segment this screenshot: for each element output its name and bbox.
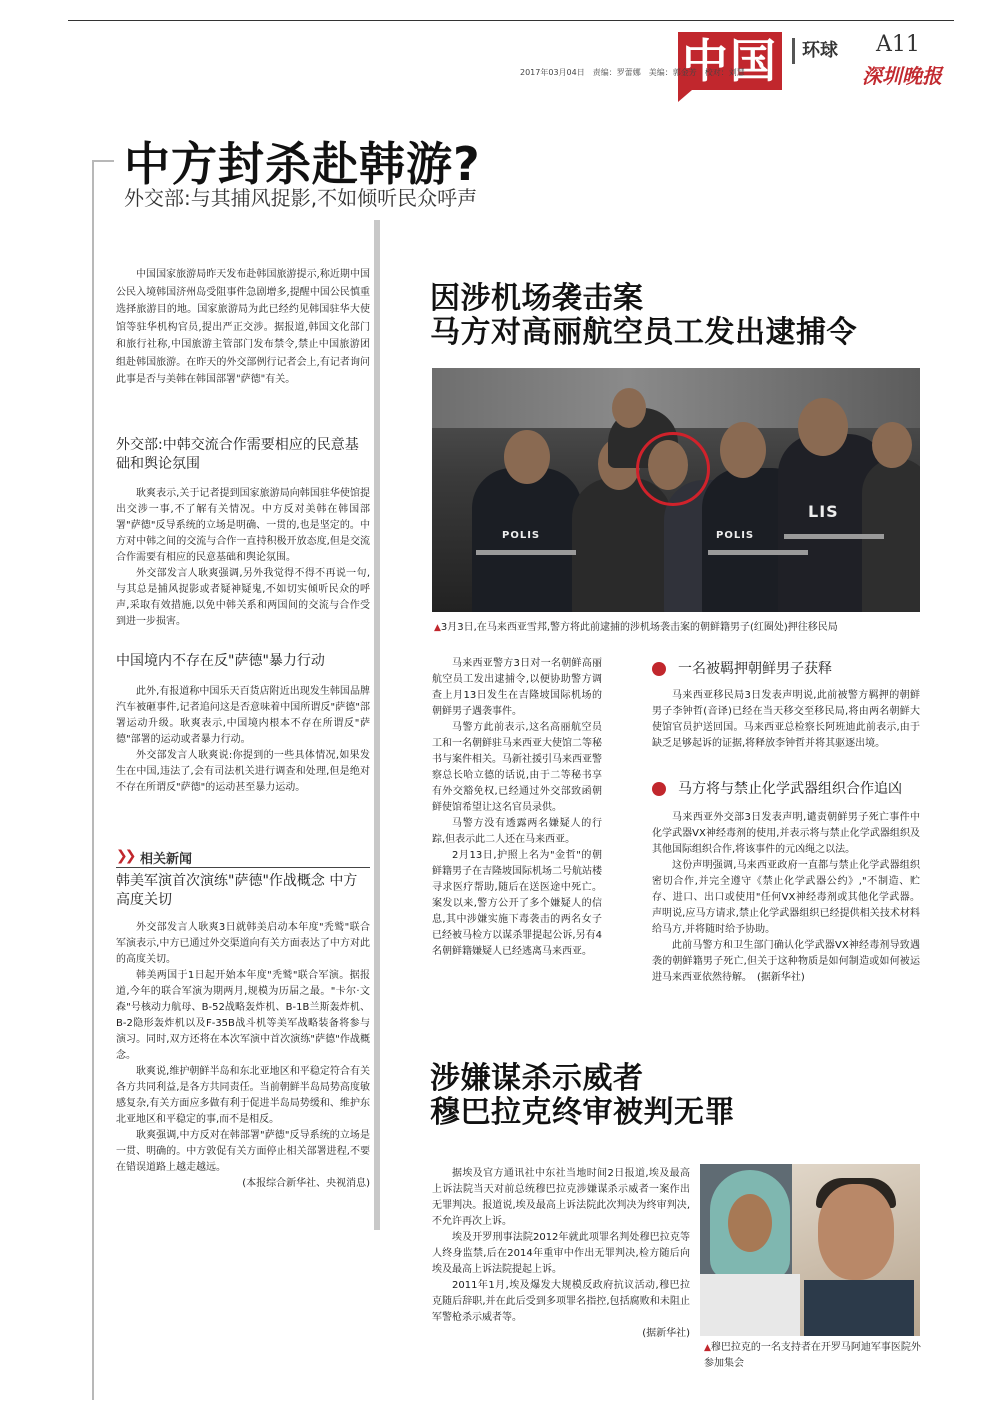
section-name: 环球: [802, 40, 838, 61]
subhead-3: 韩美军演首次演练"萨德"作战概念 中方高度关切: [116, 873, 358, 908]
caption-text: 穆巴拉克的一名支持者在开罗马阿迪军事医院外参加集会: [704, 1342, 921, 1369]
article1-body-b: [652, 810, 920, 986]
vest-label: POLIS: [716, 530, 755, 541]
paragraph: 韩美两国于1日起开始本年度"秃鹫"联合军演。据报道,今年的联合军演为期两月,规模为历届之最。"卡尔·文森"号核动力航母、B-52战略轰炸机、B-1B兰斯轰炸机、B-2隐形轰炸机以及F-35B战斗机等美军战略装备将参与演习。同时,双方还将在本次军演中首次演练"萨德"作战概念。: [116, 970, 370, 1061]
paragraph: 2011年1月,埃及爆发大规模反政府抗议活动,穆巴拉克随后辞职,并在此后受到多项罪名指控,包括腐败和未阻止军警枪杀示威者等。: [432, 1280, 690, 1323]
double-chevron-icon: ❯❯: [116, 848, 134, 864]
body-section-3: [116, 920, 370, 1192]
source-credit: (本报综合新华社、央视消息): [242, 1178, 370, 1189]
officer-head: [798, 398, 848, 456]
paragraph: 耿爽说,维护朝鲜半岛和东北亚地区和平稳定符合有关各方共同利益,是各方共同责任。当前朝鲜半岛局势高度敏感复杂,有关方面应多做有利于促进半岛局势缓和、维护东北亚地区和平稳定的事,而不是相反。: [116, 1066, 370, 1125]
main-headline: 中方封杀赴韩游?: [124, 137, 481, 191]
related-news-tag: [116, 846, 370, 868]
related-news-label: 相关新闻: [140, 852, 193, 867]
headline-line: 因涉机场袭击案: [430, 281, 644, 316]
vest-stripe: [476, 550, 576, 555]
column-rule: [374, 220, 380, 1230]
portrait-suit: [804, 1280, 914, 1336]
article1-body: [432, 656, 602, 960]
body-section-2: [116, 684, 370, 796]
paragraph: 此外,有报道称中国乐天百货店附近出现发生韩国品牌汽车被砸事件,记者追问这是否意味着中国所谓反"萨德"部署运动升级。耿爽表示,中国境内根本不存在所谓反"萨德"部署的运动或者暴力行动。: [116, 686, 370, 745]
bullet-dot-icon: [652, 782, 666, 796]
portrait-face: [818, 1184, 894, 1280]
paragraph: 2月13日,护照上名为"金哲"的朝鲜籍男子在吉隆坡国际机场二号航站楼寻求医疗帮助,随后在送医途中死亡。案发以来,警方公开了多个嫌疑人的信息,其中涉嫌实施下毒袭击的两名女子已经被马检方以谋杀罪提起公诉,另有4名朝鲜籍嫌疑人已经逃离马来西亚。: [432, 850, 602, 957]
paragraph: 埃及开罗刑事法院2012年就此项罪名判处穆巴拉克等人终身监禁,后在2014年重审中作出无罪判决,检方随后向埃及最高上诉法院提起上诉。: [432, 1232, 690, 1275]
triangle-icon: ▲: [434, 623, 441, 633]
subhead-a: 一名被羁押朝鲜男子获释: [678, 661, 832, 677]
officer-head: [612, 388, 646, 428]
paragraph: 据埃及官方通讯社中东社当地时间2日报道,埃及最高上诉法院当天对前总统穆巴拉克涉嫌谋杀示威者一案作出无罪判决。报道说,埃及最高上诉法院此次判决为终审判决,不允许再次上诉。: [432, 1168, 690, 1227]
paragraph: 外交部发言人耿爽强调,另外我觉得不得不再说一句,与其总是捕风捉影或者疑神疑鬼,不如切实倾听民众的呼声,采取有效措施,以免中韩关系和两国间的交流与合作受到进一步损害。: [116, 568, 370, 627]
article2-body: [432, 1166, 690, 1342]
dateline: 2017年03月04日 责编：罗蕾娜 美编：郭金芳 校对：刘慧: [520, 68, 745, 77]
vest-stripe: [708, 550, 808, 555]
main-subheadline: 外交部:与其捕风捉影,不如倾听民众呼声: [124, 186, 478, 210]
section-separator: [792, 38, 795, 64]
caption-text: 3月3日,在马来西亚雪邦,警方将此前逮捕的涉机场袭击案的朝鲜籍男子(红圈处)押往移民局: [440, 622, 838, 633]
paragraph: 马来西亚移民局3日发表声明说,此前被警方羁押的朝鲜男子李钟哲(音译)已经在当天移交至移民局,将由两名朝鲜大使馆官员护送回国。马来西亚总检察长阿班迪此前表示,由于缺乏足够起诉的证据,将释放李钟哲并将其驱逐出境。: [652, 690, 920, 749]
paragraph: 马警方此前表示,这名高丽航空员工和一名朝鲜驻马来西亚大使馆二等秘书与案件相关。马新社援引马来西亚警察总长哈立德的话说,由于二等秘书享有外交豁免权,已经通过外交部致函朝鲜使馆希望让这名官员录供。: [432, 722, 602, 813]
article1-headline: [430, 282, 857, 350]
officer-head: [720, 422, 766, 478]
mubarak-supporter-photo: [700, 1164, 920, 1336]
page-number: A11: [876, 32, 920, 57]
paragraph: 马来西亚警方3日对一名朝鲜高丽航空员工发出逮捕令,以便协助警方调查上月13日发生在吉隆坡国际机场的朝鲜男子遇袭事件。: [432, 658, 602, 717]
photo-caption: [704, 1340, 924, 1372]
paper-name-logo: 深圳晚报: [862, 64, 942, 88]
paragraph: 耿爽表示,关于记者提到国家旅游局向韩国驻华使馆提出交涉一事,不了解有关情况。中方反对美韩在韩国部署"萨德"反导系统的立场是明确、一贯的,也是坚定的。中方对中韩之间的交流与合作一直持积极开放态度,但是交流合作需要有相应的民意基础和舆论氛围。: [116, 488, 370, 563]
headline-bracket: [92, 160, 114, 1400]
flag-notch: [678, 90, 692, 102]
paragraph: 这份声明强调,马来西亚政府一直都与禁止化学武器组织密切合作,并完全遵守《禁止化学武器公约》,"不制造、贮存、进口、出口或使用"任何VX神经毒剂或其他化学武器。声明说,应马方请求,禁止化学武器组织已经提供相关技术材料给马方,并将随时给予协助。: [652, 860, 920, 935]
source-credit: (据新华社): [642, 1328, 690, 1339]
top-rule: [68, 20, 954, 21]
officer-head: [504, 430, 550, 484]
paragraph: 此前马警方和卫生部门确认化学武器VX神经毒剂导致遇袭的朝鲜籍男子死亡,但关于这种物质是如何制造或如何被运进马来西亚依然待解。 (据新华社): [652, 940, 920, 983]
body-section-1: [116, 486, 370, 630]
headline-line: 马方对高丽航空员工发出逮捕令: [430, 315, 857, 350]
headline-line: 涉嫌谋杀示威者: [430, 1061, 644, 1096]
subhead-b: 马方将与禁止化学武器组织合作追凶: [678, 781, 902, 797]
vest-stripe: [784, 534, 884, 539]
lead-paragraph: 中国国家旅游局昨天发布赴韩国旅游提示,称近期中国公民入境韩国济州岛受阻事件急剧增多,提醒中国公民慎重选择旅游目的地。国家旅游局为此已经约见韩国驻华大使馆等驻华机构官员,提出严正交涉。据报道,韩国文化部门和旅行社称,中国旅游主管部门发布禁令,禁止中国旅游团组赴韩国旅游。在昨天的外交部例行记者会上,有记者询问此事是否与美韩在韩国部署"萨德"有关。: [116, 269, 370, 385]
article1-body-a: [652, 688, 920, 752]
section-flag: 中国: [678, 32, 782, 90]
photo-caption: [434, 618, 838, 633]
paragraph: 马来西亚外交部3日发表声明,谴责朝鲜男子死亡事件中化学武器VX神经毒剂的使用,并表示将与禁止化学武器组织及其他国际组织合作,将该事件的元凶绳之以法。: [652, 812, 920, 855]
subhead-2: 中国境内不存在反"萨德"暴力行动: [116, 653, 325, 669]
subhead-1: 外交部:中韩交流合作需要相应的民意基础和舆论氛围: [116, 437, 359, 472]
supporter-clothing: [700, 1274, 800, 1336]
vest-label: POLIS: [502, 530, 541, 541]
paragraph: 马警方没有透露两名嫌疑人的行踪,但表示此二人还在马来西亚。: [432, 818, 602, 845]
supporter-face: [728, 1194, 772, 1252]
vest-label: LIS: [808, 502, 839, 521]
triangle-icon: ▲: [704, 1343, 711, 1353]
red-circle-highlight: [636, 432, 710, 506]
paragraph: 外交部发言人耿爽3日就韩美启动本年度"秃鹫"联合军演表示,中方已通过外交渠道向有关方面表达了中方对此的高度关切。: [116, 922, 370, 965]
bullet-dot-icon: [652, 662, 666, 676]
paragraph: 外交部发言人耿爽说:你提到的一些具体情况,如果发生在中国,违法了,会有司法机关进行调查和处理,但是绝对不存在所谓反"萨德"的运动甚至暴力运动。: [116, 750, 370, 793]
paragraph: 耿爽强调,中方反对在韩部署"萨德"反导系统的立场是一贯、明确的。中方敦促有关方面停止相关部署进程,不要在错误道路上越走越远。: [116, 1130, 370, 1173]
headline-line: 穆巴拉克终审被判无罪: [430, 1095, 735, 1130]
article2-headline: [430, 1062, 735, 1130]
officer-head: [872, 422, 912, 468]
